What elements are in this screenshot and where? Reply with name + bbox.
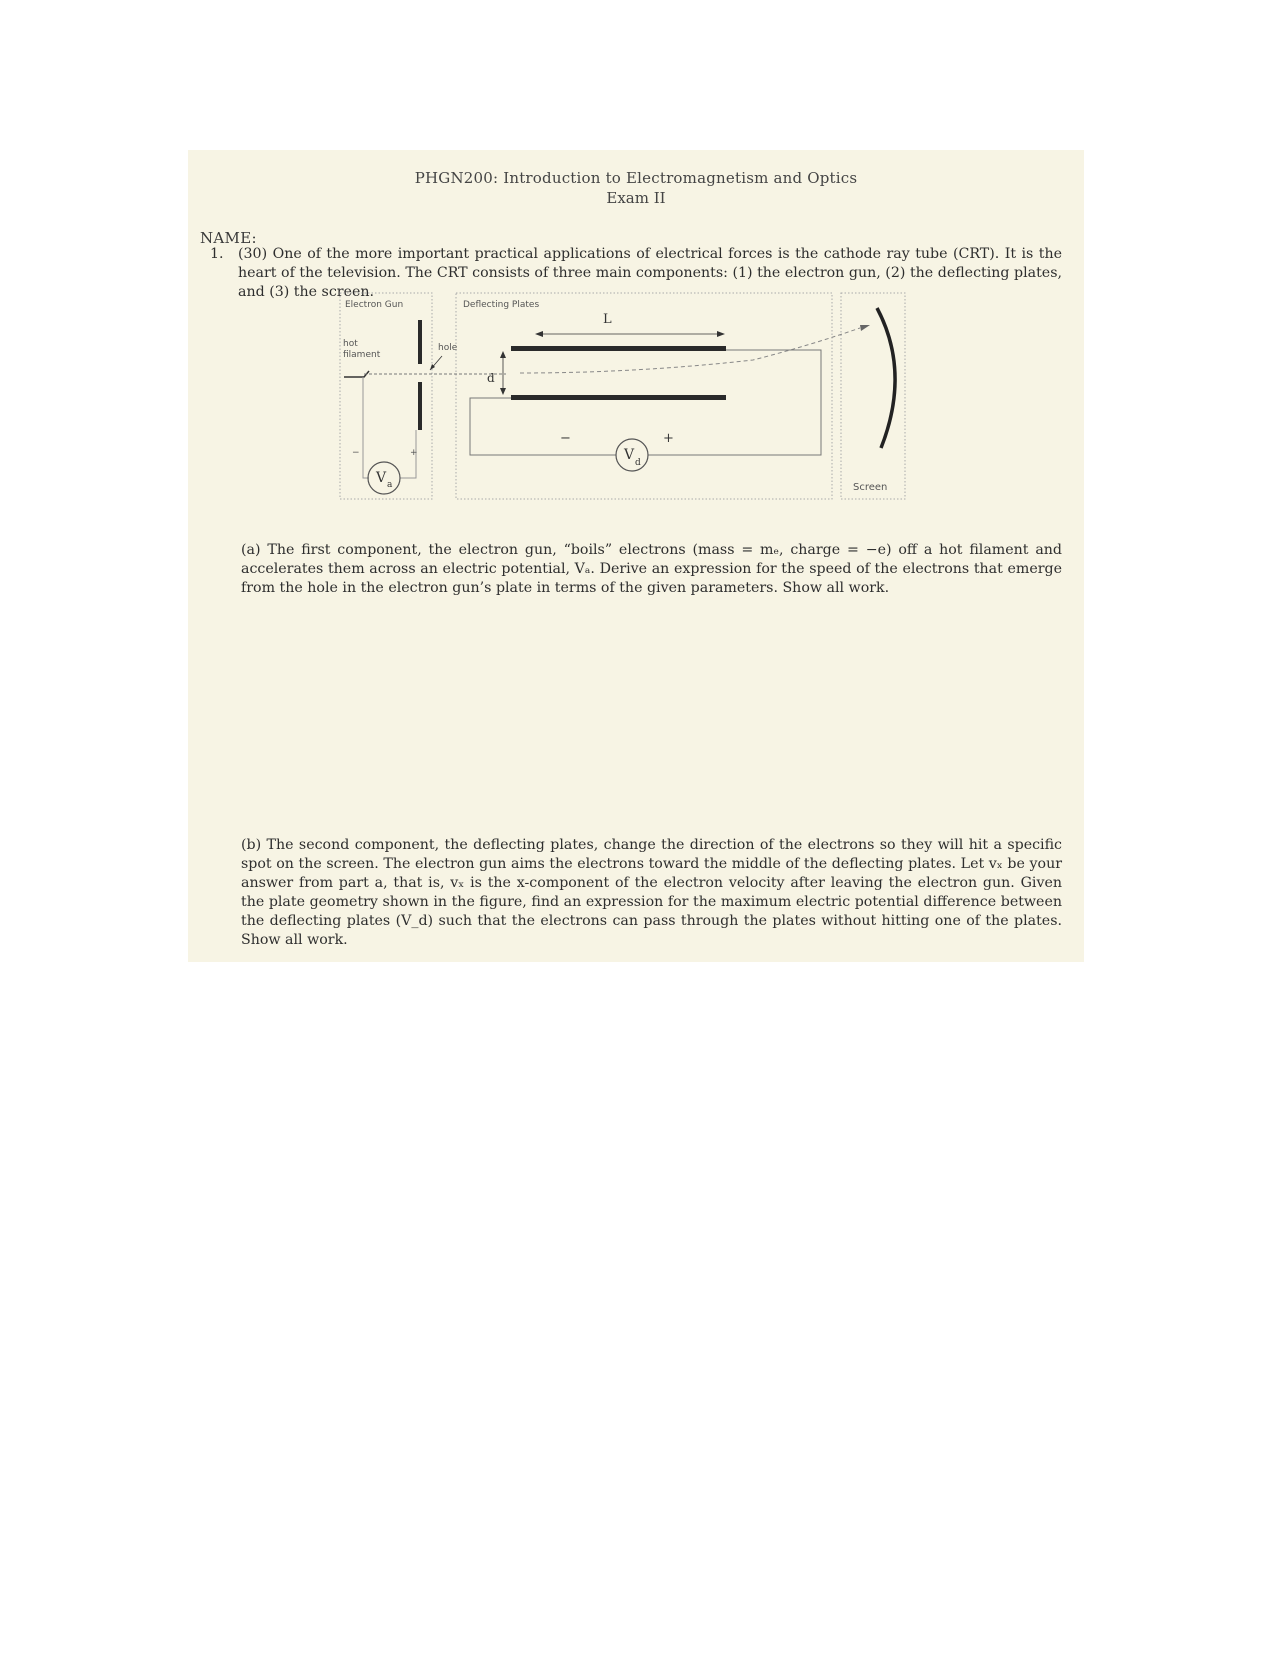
electron-gun-label: Electron Gun <box>345 300 404 310</box>
length-arrow-left <box>535 331 543 337</box>
gun-circuit-left <box>363 377 369 478</box>
part-a-text: (a) The first component, the electron gun, “boils” electrons (mass = mₑ, charge = −e) off a hot filament and accelerates them across an electric potential, Vₐ. Derive an expression for the speed of the electrons that emerge from the hole in the electron gun’s plate in terms of the given parameters. Show all work. <box>241 542 1062 596</box>
length-label: L <box>603 312 612 327</box>
part-b-text: (b) The second component, the deflecting plates, change the direction of the electrons so they will hit a specific spot on the screen. The electron gun aims the electrons toward the middle of the deflecting plates. Let vₓ be your answer from part a, that is, vₓ is the x-component of the electron velocity after leaving the electron gun. Given the plate geometry shown in the figure, find an expression for the maximum electric potential difference between the deflecting plates (V_d) such that the electrons can pass through the plates without hitting one of the plates. Show all work. <box>241 837 1062 948</box>
course-title: PHGN200: Introduction to Electromagnetism and Optics <box>414 169 858 187</box>
plate-circuit-left <box>470 398 616 455</box>
gun-minus-sign: − <box>352 448 360 458</box>
beam-arrowhead <box>860 325 870 331</box>
bottom-deflecting-plate <box>511 395 726 400</box>
plate-minus-sign: − <box>560 431 571 446</box>
vd-subscript: d <box>635 458 641 468</box>
question-number: 1. <box>210 246 224 262</box>
crt-diagram <box>188 150 1084 530</box>
plate-plus-sign: + <box>663 431 674 446</box>
va-symbol: V <box>376 470 387 486</box>
deflecting-plates-label: Deflecting Plates <box>463 300 540 310</box>
gap-arrow-top <box>500 351 506 358</box>
question-1-text: (30) One of the more important practical applications of electrical forces is the cathode ray tube (CRT). It is the heart of the television. The CRT consists of three main components: (1) the electron gun, (2) the deflecting plates, and (3) the screen. <box>238 246 1062 300</box>
vd-symbol: V <box>624 447 635 463</box>
gap-label: d <box>487 371 495 385</box>
top-deflecting-plate <box>511 346 726 351</box>
exam-page <box>188 150 1084 962</box>
name-label: NAME: <box>200 229 257 247</box>
gap-arrow-bottom <box>500 388 506 395</box>
length-arrow-right <box>717 331 725 337</box>
gun-plate-bottom <box>418 382 422 430</box>
screen-label: Screen <box>853 482 888 493</box>
hot-label: hot <box>343 339 358 349</box>
gun-plate-top <box>418 320 422 364</box>
plate-circuit-right <box>648 350 821 455</box>
filament-label: filament <box>343 350 381 360</box>
hole-label: hole <box>438 343 458 353</box>
va-subscript: a <box>387 480 393 490</box>
exam-title: Exam II <box>606 189 666 207</box>
gun-plus-sign: + <box>410 448 418 458</box>
crt-screen <box>877 308 895 448</box>
